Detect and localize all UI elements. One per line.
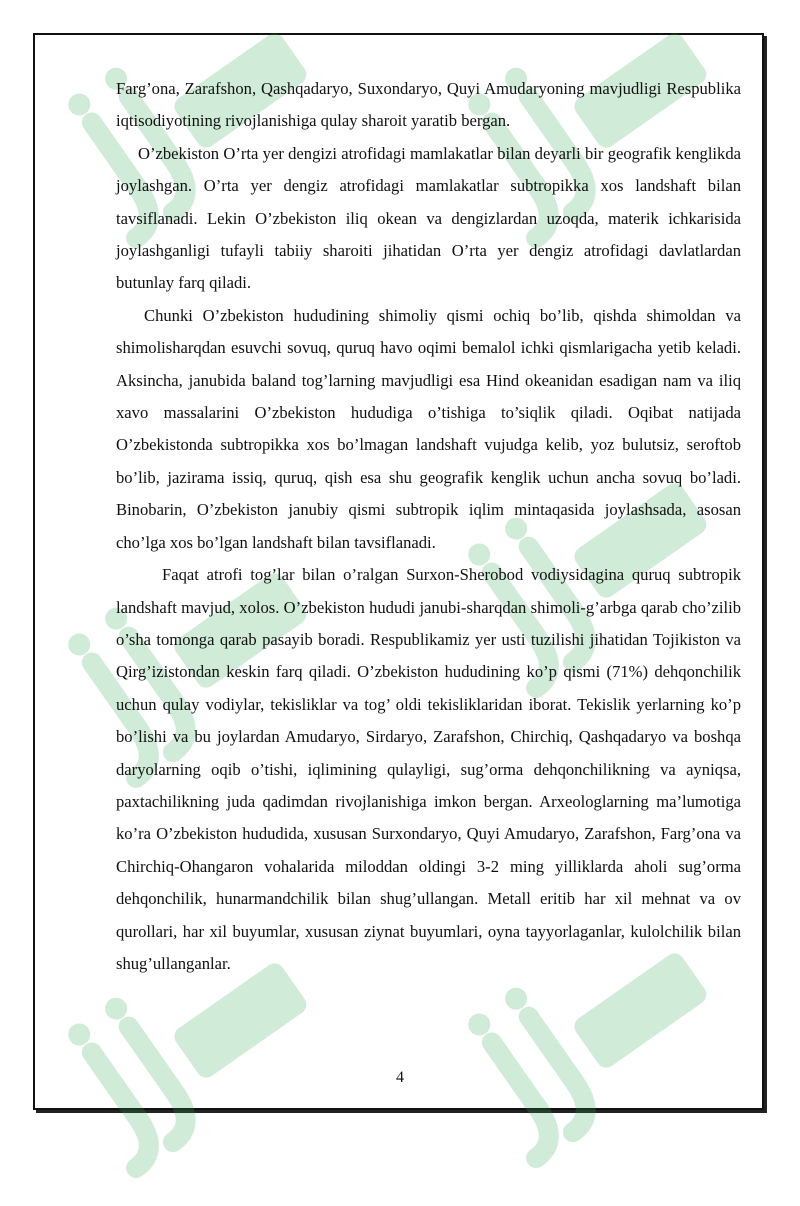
- paragraph: Faqat atrofi tog’lar bilan o’ralgan Surxon-Sherobod vodiysidagina quruq subtropik landshaft mavjud, xolos. O’zbekiston hududi janubi-sharqdan shimoli-g’arbga qarab cho’zilib o’sha tomonga qarab pasayib boradi. Respublikamiz yer usti tuzilishi jihatidan Tojikiston va Qirg’izistondan keskin farq qiladi. O’zbekiston hududining ko’p qismi (71%) dehqonchilik uchun qulay vodiylar, tekisliklar va tog’ oldi tekisliklaridan iborat. Tekislik yerlarning ko’p bo’lishi va bu joylardan Amudaryo, Sirdaryo, Zarafshon, Chirchiq, Qashqadaryo va boshqa daryolarning oqib o’tishi, iqlimining qulayligi, sug’orma dehqonchilikning va ayniqsa, paxtachilikning juda qadimdan rivojlanishiga imkon bergan. Arxeologlarning ma’lumotiga ko’ra O’zbekiston hududida, xususan Surxondaryo, Quyi Amudaryo, Zarafshon, Farg’ona va Chirchiq-Ohangaron vohalarida miloddan oldingi 3-2 ming yilliklarda aholi sug’orma dehqonchilik, hunarmandchilik bilan shug’ullangan. Metall eritib har xil mehnat va ov qurollari, har xil buyumlar, xususan ziynat buyumlari, oyna tayyorlaganlar, kulolchilik bilan shug’ullanganlar.: [116, 565, 741, 973]
- paragraph: Chunki O’zbekiston hududining shimoliy qismi ochiq bo’lib, qishda shimoldan va shimolisharqdan esuvchi sovuq, quruq havo oqimi bemalol ichki qismlarigacha yetib keladi. Aksincha, janubida baland tog’larning mavjudligi esa Hind okeanidan esadigan nam va iliq xavo massalarini O’zbekiston hududiga o’tishiga to’siqlik qiladi. Oqibat natijada O’zbekistonda subtropikka xos bo’lmagan landshaft vujudga kelib, yoz bulutsiz, seroftob bo’lib, jazirama issiq, quruq, qish esa shu geografik kenglik uchun ancha sovuq bo’ladi. Binobarin, O’zbekiston janubiy qismi subtropik iqlim mintaqasida joylashsada, asosan cho’lga xos bo’lgan landshaft bilan tavsiflanadi.: [116, 305, 741, 552]
- page-number: 4: [396, 1069, 404, 1086]
- paragraph: Farg’ona, Zarafshon, Qashqadaryo, Suxondaryo, Quyi Amudaryoning mavjudligi Respublika iqtisodiyotining rivojlanishiga qulay sharoit yaratib bergan.: [116, 79, 741, 131]
- paragraph: O’zbekiston O’rta yer dengizi atrofidagi mamlakatlar bilan deyarli bir geografik kenglikda joylashgan. O’rta yer dengiz atrofidagi mamlakatlar subtropikka xos landshaft bilan tavsiflanadi. Lekin O’zbekiston iliq okean va dengizlardan uzoqda, materik ichkarisida joylashganligi tufayli tabiiy sharoiti jihatidan O’rta yer dengiz atrofidagi davlatlardan butunlay farq qiladi.: [116, 143, 741, 293]
- document-body: [116, 73, 741, 980]
